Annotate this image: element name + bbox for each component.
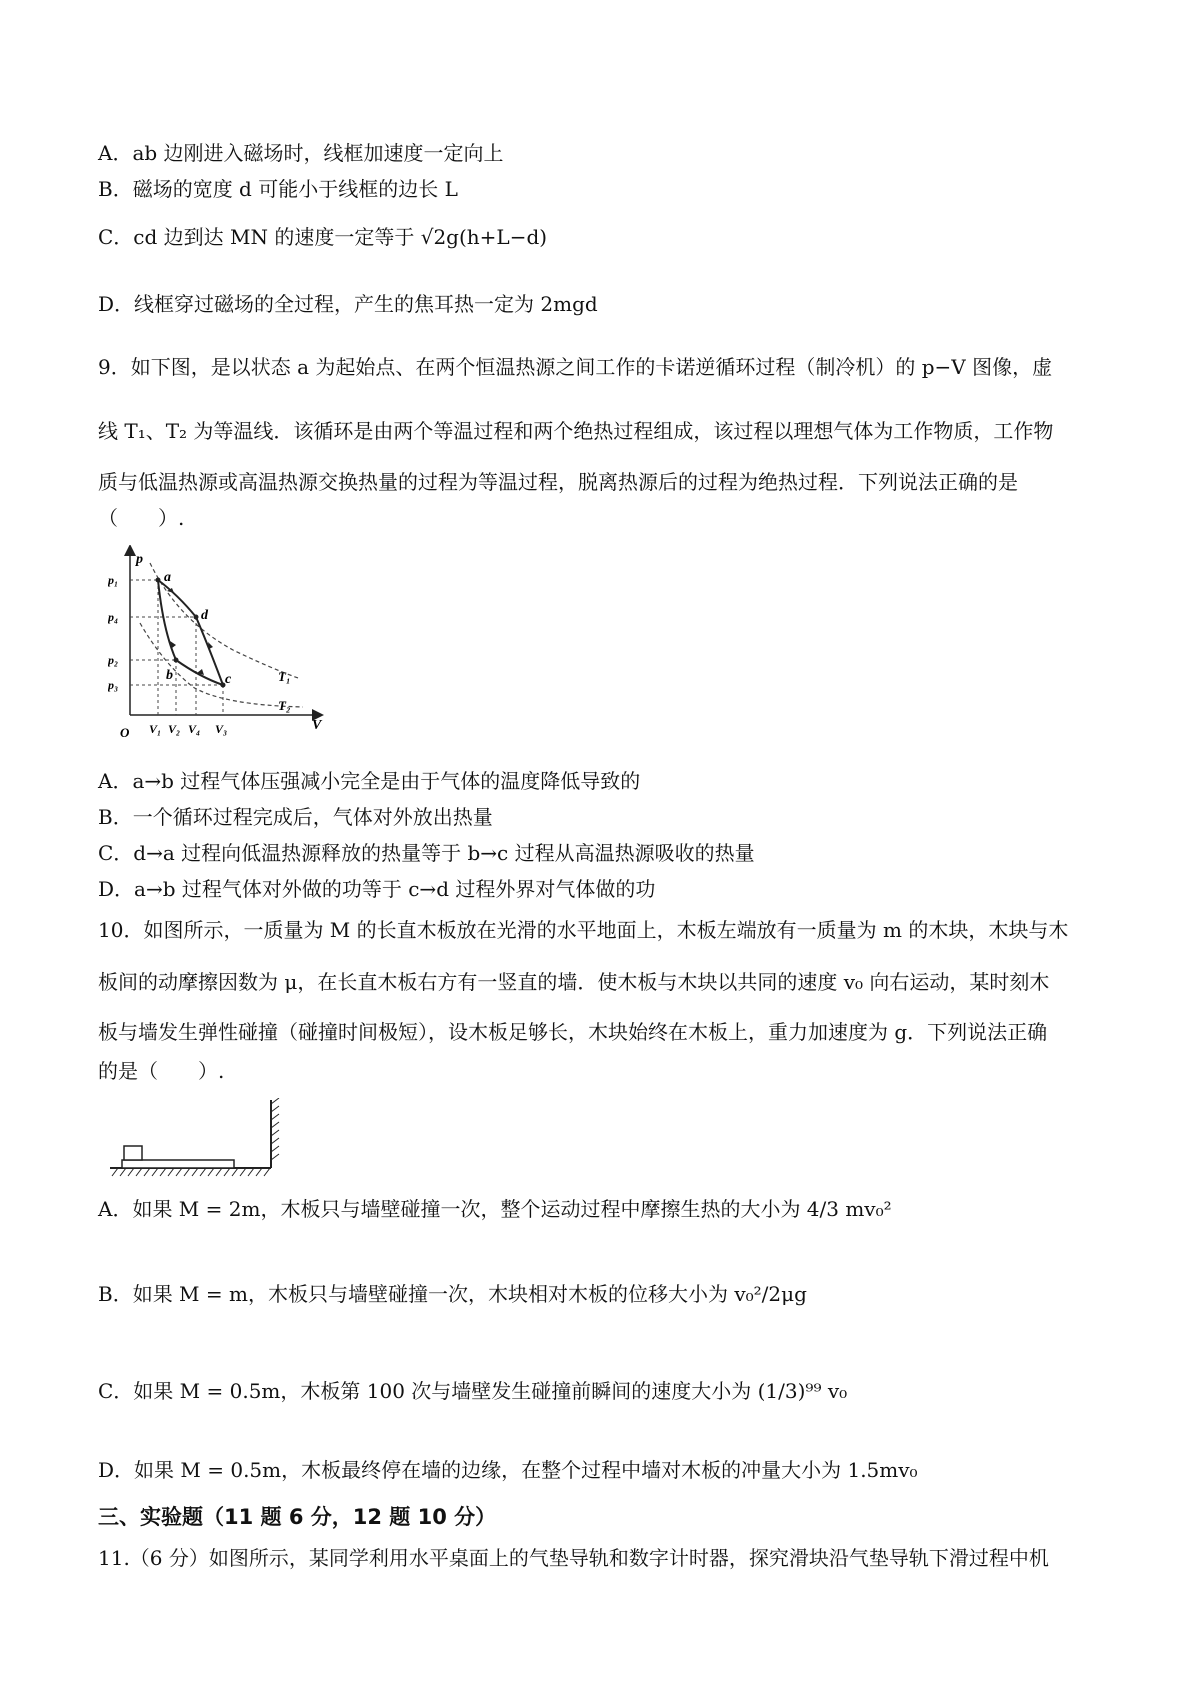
pv-diagram [108, 545, 328, 745]
q9-stem-line3: 质与低温热源或高温热源交换热量的过程为等温过程，脱离热源后的过程为绝热过程．下列说法正确的是 [98, 470, 1018, 494]
q10-option-a: A．如果 M = 2m，木板只与墙壁碰撞一次，整个运动过程中摩擦生热的大小为 4/3 mv₀² [98, 1197, 892, 1221]
q8-option-a: A．ab 边刚进入磁场时，线框加速度一定向上 [98, 141, 504, 165]
board-wall-diagram [108, 1098, 298, 1178]
point-b-label: b [166, 668, 173, 683]
p3-tick-label: p₃ [108, 678, 119, 692]
isotherm-t2-curve [140, 623, 303, 707]
v1-tick-label: V₁ [149, 722, 162, 736]
q9-option-d: D．a→b 过程气体对外做的功等于 c→d 过程外界对气体做的功 [98, 877, 656, 901]
q9-option-b: B．一个循环过程完成后，气体对外放出热量 [98, 805, 493, 829]
v2-tick-label: V₂ [168, 722, 181, 736]
cycle-d-a [158, 580, 196, 617]
q9-stem-line4: （ ）. [98, 506, 185, 530]
point-c-label: c [225, 672, 232, 687]
p4-tick-label: p₄ [108, 610, 119, 624]
q8-option-c: C．cd 边到达 MN 的速度一定等于 √2g(h+L−d) [98, 225, 548, 249]
q10-option-d: D．如果 M = 0.5m，木板最终停在墙的边缘，在整个过程中墙对木板的冲量大小为 1.5mv₀ [98, 1458, 918, 1482]
p-axis-label: p [136, 552, 143, 567]
point-a-label: a [164, 570, 171, 585]
q10-option-b: B．如果 M = m，木板只与墙壁碰撞一次，木块相对木板的位移大小为 v₀²/2μg [98, 1282, 807, 1306]
v-axis-label: V [312, 718, 322, 733]
q10-stem-line3: 板与墙发生弹性碰撞（碰撞时间极短），设木板足够长，木块始终在木板上，重力加速度为 g．下列说法正确 [98, 1020, 1048, 1044]
section-heading: 三、实验题（11 题 6 分，12 题 10 分） [98, 1505, 497, 1529]
p2-tick-label: p₂ [108, 653, 119, 667]
q10-stem-line4: 的是（ ）. [98, 1059, 225, 1083]
long-board [122, 1160, 234, 1168]
v3-tick-label: V₃ [215, 722, 228, 736]
point-d-label: d [201, 608, 208, 623]
wood-block [124, 1146, 142, 1160]
q8-option-d: D．线框穿过磁场的全过程，产生的焦耳热一定为 2mgd [98, 292, 598, 316]
isotherm-t1-label: T₁ [278, 669, 291, 684]
q10-stem-line2: 板间的动摩擦因数为 μ，在长直木板右方有一竖直的墙．使木板与木块以共同的速度 v₀ 向右运动，某时刻木 [98, 970, 1050, 994]
p1-tick-label: p₁ [108, 573, 119, 587]
q9-stem-line1: 9．如下图，是以状态 a 为起始点、在两个恒温热源之间工作的卡诺逆循环过程（制冷机）的 p−V 图像，虚 [98, 355, 1053, 379]
q10-stem-line1: 10．如图所示，一质量为 M 的长直木板放在光滑的水平地面上，木板左端放有一质量为 m 的木块，木块与木 [98, 918, 1069, 942]
isotherm-t1-curve [150, 563, 298, 678]
v4-tick-label: V₄ [188, 722, 201, 736]
q9-option-c: C．d→a 过程向低温热源释放的热量等于 b→c 过程从高温热源吸收的热量 [98, 841, 755, 865]
q10-option-c: C．如果 M = 0.5m，木板第 100 次与墙壁发生碰撞前瞬间的速度大小为 (1/3)⁹⁹ v₀ [98, 1379, 848, 1403]
isotherm-t2-label: T₂ [278, 698, 291, 713]
q9-stem-line2: 线 T₁、T₂ 为等温线．该循环是由两个等温过程和两个绝热过程组成，该过程以理想气体为工作物质，工作物 [98, 419, 1054, 443]
q8-option-b: B．磁场的宽度 d 可能小于线框的边长 L [98, 177, 458, 201]
q9-option-a: A．a→b 过程气体压强减小完全是由于气体的温度降低导致的 [98, 769, 641, 793]
q11-stem-line1: 11.（6 分）如图所示，某同学利用水平桌面上的气垫导轨和数字计时器，探究滑块沿气垫导轨下滑过程中机 [98, 1546, 1049, 1570]
origin-label: O [120, 725, 130, 740]
